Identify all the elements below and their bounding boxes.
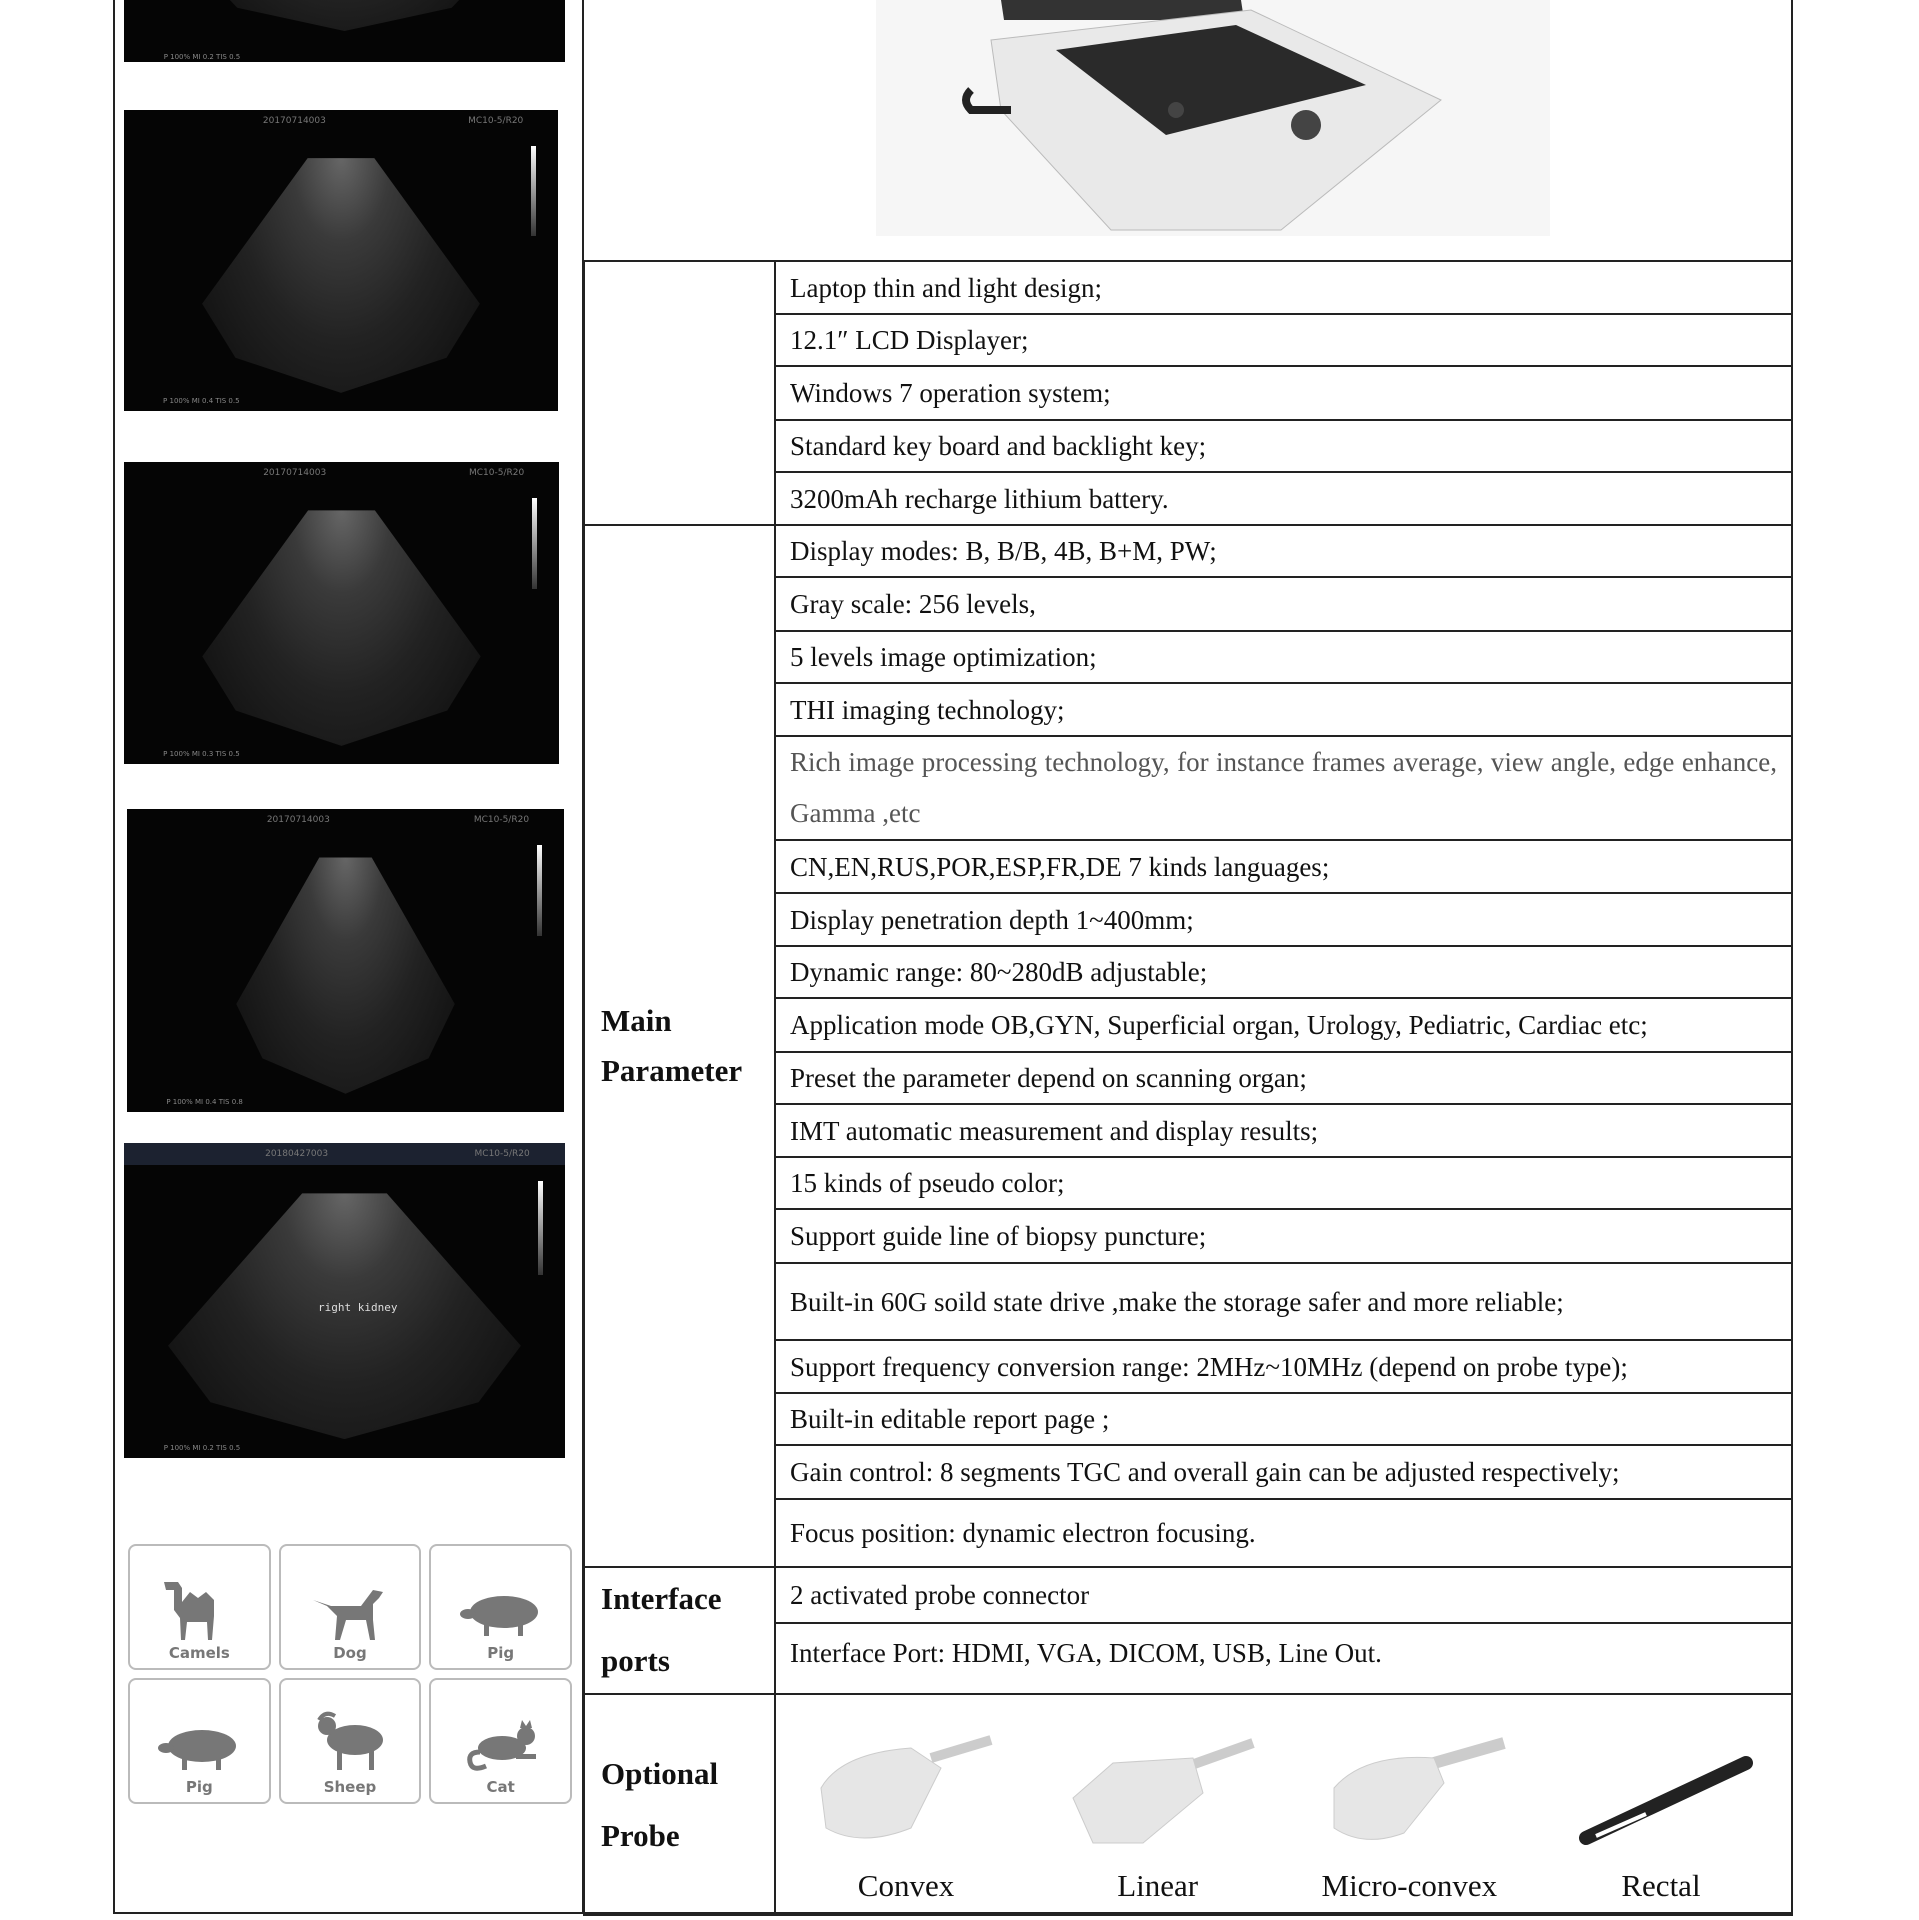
rectal-probe-icon bbox=[1556, 1728, 1766, 1868]
parameter-row: 15 kinds of pseudo color; bbox=[775, 1157, 1792, 1209]
left-border bbox=[113, 0, 115, 1914]
ultrasound-image-5 bbox=[124, 1143, 565, 1458]
image-header: 20170714003 bbox=[262, 116, 326, 127]
image-annotation: right kidney bbox=[318, 1300, 398, 1314]
gray-bar bbox=[538, 1181, 543, 1276]
animal-label: Pig bbox=[185, 1778, 213, 1796]
probe-label: Rectal bbox=[1621, 1868, 1701, 1903]
camel-icon bbox=[154, 1574, 244, 1644]
parameter-row: 5 levels image optimization; bbox=[775, 631, 1792, 683]
interface-row: 2 activated probe connector bbox=[775, 1567, 1792, 1623]
sheep-icon bbox=[305, 1708, 395, 1778]
pig-icon bbox=[456, 1574, 546, 1644]
animal-sheep bbox=[279, 1678, 422, 1804]
features-label-cell bbox=[584, 261, 775, 525]
image-footer: P 100% MI 0.3 TIS 0.5 bbox=[163, 749, 240, 758]
animal-label: Camels bbox=[168, 1644, 230, 1662]
animal-label: Dog bbox=[333, 1644, 367, 1662]
probe-label: MC10-5/R20 bbox=[474, 1149, 530, 1160]
parameter-row: Display modes: B, B/B, 4B, B+M, PW; bbox=[775, 525, 1792, 577]
parameter-row: THI imaging technology; bbox=[775, 683, 1792, 736]
animal-cat bbox=[429, 1678, 572, 1804]
feature-row: Laptop thin and light design; bbox=[775, 261, 1792, 314]
probe-label: MC10-5/R20 bbox=[473, 815, 530, 826]
parameter-row: Display penetration depth 1~400mm; bbox=[775, 893, 1792, 946]
parameter-row: Rich image processing technology, for instance frames average, view angle, edge enhance, Gamma ,etc bbox=[775, 736, 1792, 840]
image-header: 20180427003 bbox=[265, 1149, 329, 1160]
micro-convex-probe-icon bbox=[1304, 1728, 1514, 1868]
convex-probe-icon bbox=[801, 1728, 1011, 1868]
probe-micro-convex bbox=[1299, 1728, 1519, 1904]
animal-pig-2 bbox=[128, 1678, 271, 1804]
ultrasound-image-2 bbox=[124, 110, 558, 411]
probe-cell bbox=[775, 1694, 1792, 1915]
probe-linear bbox=[1048, 1728, 1268, 1904]
cat-icon bbox=[456, 1708, 546, 1778]
interface-row: Interface Port: HDMI, VGA, DICOM, USB, Line Out. bbox=[775, 1623, 1792, 1694]
parameter-row: Focus position: dynamic electron focusing. bbox=[775, 1499, 1792, 1567]
parameter-row: Built-in editable report page ; bbox=[775, 1393, 1792, 1445]
image-footer: P 100% MI 0.2 TIS 0.5 bbox=[163, 52, 241, 61]
probe-convex bbox=[796, 1728, 1016, 1904]
animal-pig-1 bbox=[429, 1544, 572, 1670]
parameter-row: Gray scale: 256 levels, bbox=[775, 577, 1792, 631]
probe-label: MC10-5/R20 bbox=[468, 116, 524, 127]
parameter-row: Application mode OB,GYN, Superficial organ, Urology, Pediatric, Cardiac etc; bbox=[775, 998, 1792, 1052]
laptop-illustration bbox=[876, 0, 1550, 236]
parameter-row: Built-in 60G soild state drive ,make the storage safer and more reliable; bbox=[775, 1263, 1792, 1340]
parameter-row: Dynamic range: 80~280dB adjustable; bbox=[775, 946, 1792, 998]
probe-rectal bbox=[1551, 1728, 1771, 1904]
probe-label: MC10-5/R20 bbox=[468, 468, 525, 479]
probe-label: Convex bbox=[857, 1868, 955, 1903]
optional-probe-label: Optional Probe bbox=[584, 1694, 775, 1915]
probe-label: Micro-convex bbox=[1321, 1868, 1498, 1903]
parameter-row: Gain control: 8 segments TGC and overall gain can be adjusted respectively; bbox=[775, 1445, 1792, 1499]
ultrasound-image-4 bbox=[127, 809, 564, 1112]
image-header: 20170714003 bbox=[266, 815, 330, 826]
pig-icon bbox=[154, 1708, 244, 1778]
image-footer: P 100% MI 0.4 TIS 0.5 bbox=[163, 396, 240, 405]
parameter-row: CN,EN,RUS,POR,ESP,FR,DE 7 kinds languages; bbox=[775, 840, 1792, 893]
image-footer: P 100% MI 0.2 TIS 0.5 bbox=[163, 1443, 241, 1452]
animal-camels bbox=[128, 1544, 271, 1670]
animal-label: Pig bbox=[487, 1644, 515, 1662]
image-header: 20170714003 bbox=[263, 468, 327, 479]
ultrasound-image-1 bbox=[124, 0, 565, 62]
dog-icon bbox=[305, 1574, 395, 1644]
parameter-row: IMT automatic measurement and display results; bbox=[775, 1104, 1792, 1157]
gray-bar bbox=[537, 845, 542, 936]
main-parameter-label: Main Parameter bbox=[584, 525, 775, 1567]
linear-probe-icon bbox=[1053, 1728, 1263, 1868]
ultrasound-laptop-image bbox=[876, 0, 1550, 236]
feature-row: Standard key board and backlight key; bbox=[775, 420, 1792, 472]
feature-row: Windows 7 operation system; bbox=[775, 366, 1792, 420]
interface-ports-label: Interface ports bbox=[584, 1567, 775, 1694]
ultrasound-image-3 bbox=[124, 462, 559, 764]
parameter-row: Support guide line of biopsy puncture; bbox=[775, 1209, 1792, 1263]
parameter-row: Support frequency conversion range: 2MHz~10MHz (depend on probe type); bbox=[775, 1340, 1792, 1393]
animal-grid bbox=[128, 1544, 572, 1804]
gray-bar bbox=[532, 498, 537, 589]
image-footer: P 100% MI 0.4 TIS 0.8 bbox=[166, 1097, 243, 1106]
spec-table bbox=[583, 260, 1793, 1916]
animal-dog bbox=[279, 1544, 422, 1670]
gray-bar bbox=[531, 146, 536, 236]
probe-label: Linear bbox=[1117, 1868, 1199, 1903]
animal-label: Sheep bbox=[323, 1778, 377, 1796]
animal-label: Cat bbox=[486, 1778, 515, 1796]
feature-row: 3200mAh recharge lithium battery. bbox=[775, 472, 1792, 525]
feature-row: 12.1″ LCD Displayer; bbox=[775, 314, 1792, 366]
parameter-row: Preset the parameter depend on scanning organ; bbox=[775, 1052, 1792, 1104]
